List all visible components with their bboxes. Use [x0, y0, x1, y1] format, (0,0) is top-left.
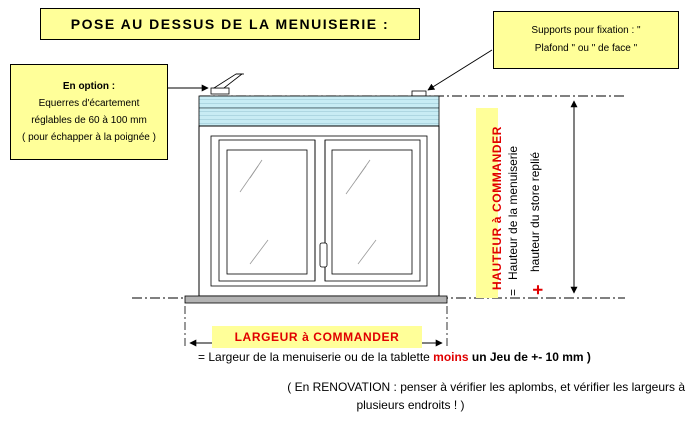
formula-suffix: un Jeu de +- 10 mm )	[471, 350, 591, 364]
bracket-icon	[211, 74, 244, 94]
support-clip-icon	[412, 91, 426, 96]
title-box	[40, 8, 420, 40]
option-title: En option :	[62, 81, 116, 92]
width-formula	[198, 350, 591, 364]
formula-prefix: = Largeur de la menuiserie ou de la tablette	[198, 350, 430, 364]
support-pointer-arrow	[428, 50, 492, 90]
height-line-store: hauteur du store replié	[528, 151, 542, 272]
blind-box	[199, 96, 439, 126]
supports-line: Plafond " ou " de face "	[534, 43, 638, 54]
width-label: LARGEUR à COMMANDER	[212, 326, 422, 348]
page-title: POSE AU DESSUS DE LA MENUISERIE :	[70, 16, 390, 32]
supports-line: Supports pour fixation : "	[531, 25, 641, 36]
handle-icon	[320, 243, 327, 267]
height-label: HAUTEUR à COMMANDER	[490, 125, 504, 290]
height-plus: +	[528, 284, 548, 295]
formula-moins: moins	[433, 350, 469, 364]
window-sill	[185, 296, 447, 303]
option-line: ( pour échapper à la poignée )	[22, 132, 156, 143]
height-line-menuiserie: Hauteur de la menuiserie	[506, 145, 520, 280]
option-callout	[10, 64, 168, 160]
option-line: Equerres d'écartement	[38, 98, 140, 109]
height-equals: =	[506, 288, 520, 296]
renovation-note-line2: plusieurs endroits ! )	[356, 398, 465, 412]
option-line: réglables de 60 à 100 mm	[31, 115, 147, 126]
renovation-note-line1: ( En RENOVATION : penser à vérifier les aplombs, et vérifier les largeurs à	[287, 380, 685, 394]
window-frame	[199, 126, 439, 296]
supports-callout	[493, 11, 679, 69]
